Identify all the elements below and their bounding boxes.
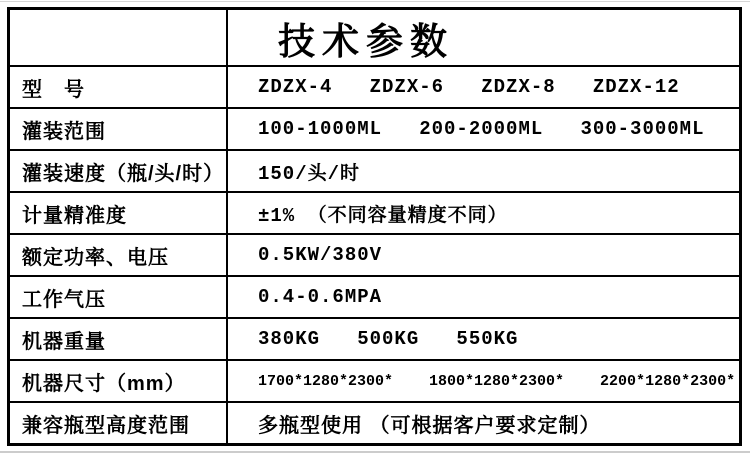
header-empty-cell [10,10,228,65]
spec-label: 工作气压 [10,277,228,317]
top-faint-line [0,1,750,2]
spec-row-power-voltage [10,235,739,277]
spec-row-bottle-height-range [10,403,739,443]
spec-label: 机器尺寸（mm） [10,361,228,401]
spec-value: ZDZX-4 ZDZX-6 ZDZX-8 ZDZX-12 [258,76,680,98]
spec-row-accuracy [10,193,739,235]
spec-value: ±1% （不同容量精度不同） [258,204,508,227]
spec-row-weight [10,319,739,361]
spec-row-filling-range [10,109,739,151]
spec-label: 型 号 [10,67,228,107]
spec-label: 额定功率、电压 [10,235,228,275]
spec-value: 150/头/时 [258,162,361,185]
spec-row-model [10,67,739,109]
spec-value: 100-1000ML 200-2000ML 300-3000ML [258,118,705,140]
technical-parameters-table [7,7,742,446]
spec-value: 多瓶型使用 （可根据客户要求定制） [258,414,601,437]
spec-label: 机器重量 [10,319,228,359]
spec-value: 380KG 500KG 550KG [258,328,519,350]
spec-label: 兼容瓶型高度范围 [10,403,228,443]
spec-label: 计量精准度 [10,193,228,233]
spec-label: 灌装范围 [10,109,228,149]
table-header-row [10,10,739,67]
page-title: 技术参数 [278,20,454,62]
spec-value: 0.4-0.6MPA [258,286,383,308]
spec-value: 1700*1280*2300* 1800*1280*2300* 2200*1280*2300* [258,372,736,390]
spec-value: 0.5KW/380V [258,244,383,266]
spec-row-machine-size [10,361,739,403]
header-title-cell [228,10,739,65]
spec-label: 灌装速度（瓶/头/时） [10,151,228,191]
spec-row-air-pressure [10,277,739,319]
spec-row-filling-speed [10,151,739,193]
bottom-faint-line [0,451,750,453]
